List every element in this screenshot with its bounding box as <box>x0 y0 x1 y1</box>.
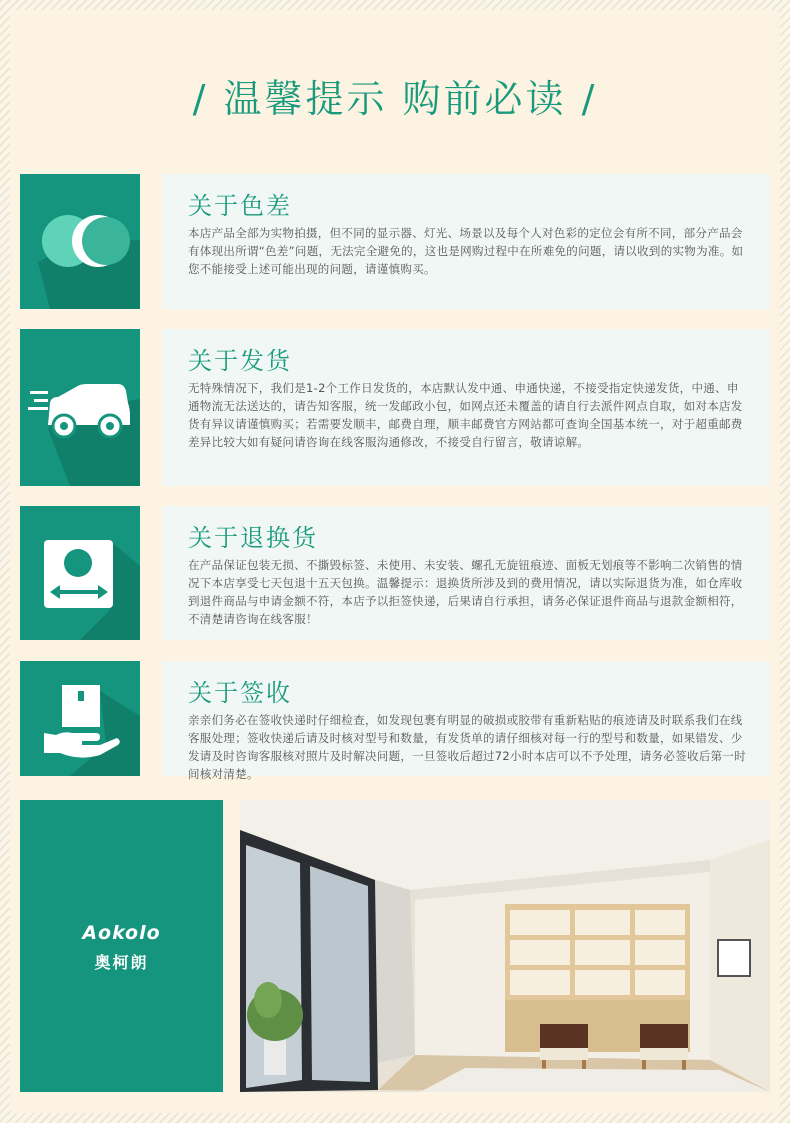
section-shipping-card <box>162 329 770 486</box>
section-title: 关于色差 <box>188 192 292 220</box>
section-body: 在产品保证包装无损、不撕毁标签、未使用、未安装、螺孔无旋钮痕迹、面板无划痕等不影响二次销售的情况下本店享受七天包退十五天包换。温馨提示：退换货所涉及到的费用情况，请以实际退货为准，如仓库收到退件商品与申请金额不符，本店予以拒签快递，后果请自行承担，请务必保证退件商品与退款金额相符，不清楚请咨询在线客服！ <box>188 558 743 626</box>
room-photo <box>240 800 770 1092</box>
exchange-icon <box>20 506 140 640</box>
page-title: / 温馨提示 购前必读 / <box>192 77 598 121</box>
delivery-car-icon <box>20 329 140 486</box>
brand-name-cn: 奥柯朗 <box>94 953 149 972</box>
section-title: 关于发货 <box>188 347 292 375</box>
color-circles-icon <box>20 174 140 309</box>
section-signing-card <box>162 661 770 781</box>
hand-package-icon <box>20 661 140 776</box>
section-title: 关于签收 <box>188 679 292 707</box>
section-body: 亲亲们务必在签收快递时仔细检查，如发现包裹有明显的破损或胶带有重新粘贴的痕迹请及时联系我们在线客服处理；签收快递后请及时核对型号和数量，有发货单的请仔细核对每一行的型号和数量，如果错发、少发请及时咨询客服核对照片及时解决问题，一旦签收后超过72小时本店可以不予处理，请务必签收后第一时间核对清楚。 <box>188 713 747 781</box>
section-body: 本店产品全部为实物拍摄，但不同的显示器、灯光、场景以及每个人对色彩的定位会有所不同，部分产品会有体现出所谓“色差”问题，无法完全避免的，这也是网购过程中在所难免的问题，请以收到的实物为准。如您不能接受上述可能出现的问题，请谨慎购买。 <box>188 226 744 276</box>
brand-name-en: Aokolo <box>82 922 161 944</box>
section-returns-card <box>162 506 770 640</box>
section-title: 关于退换货 <box>188 524 318 552</box>
brand-logo <box>20 800 223 1092</box>
section-color-card <box>162 174 770 309</box>
section-body: 无特殊情况下，我们是1-2个工作日发货的，本店默认发中通、申通快递，不接受指定快递发货，中通、申通物流无法送达的，请告知客服，统一发邮政小包，如网点还未覆盖的请自行去派件网点自取，如对本店发货有异议请谨慎购买；若需要发顺丰，邮费自理，顺丰邮费官方网站都可查询全国基本统一，对于超重邮费差异比较大如有疑问请咨询在线客服沟通修改，不接受自行留言，敬请谅解。 <box>188 381 743 449</box>
